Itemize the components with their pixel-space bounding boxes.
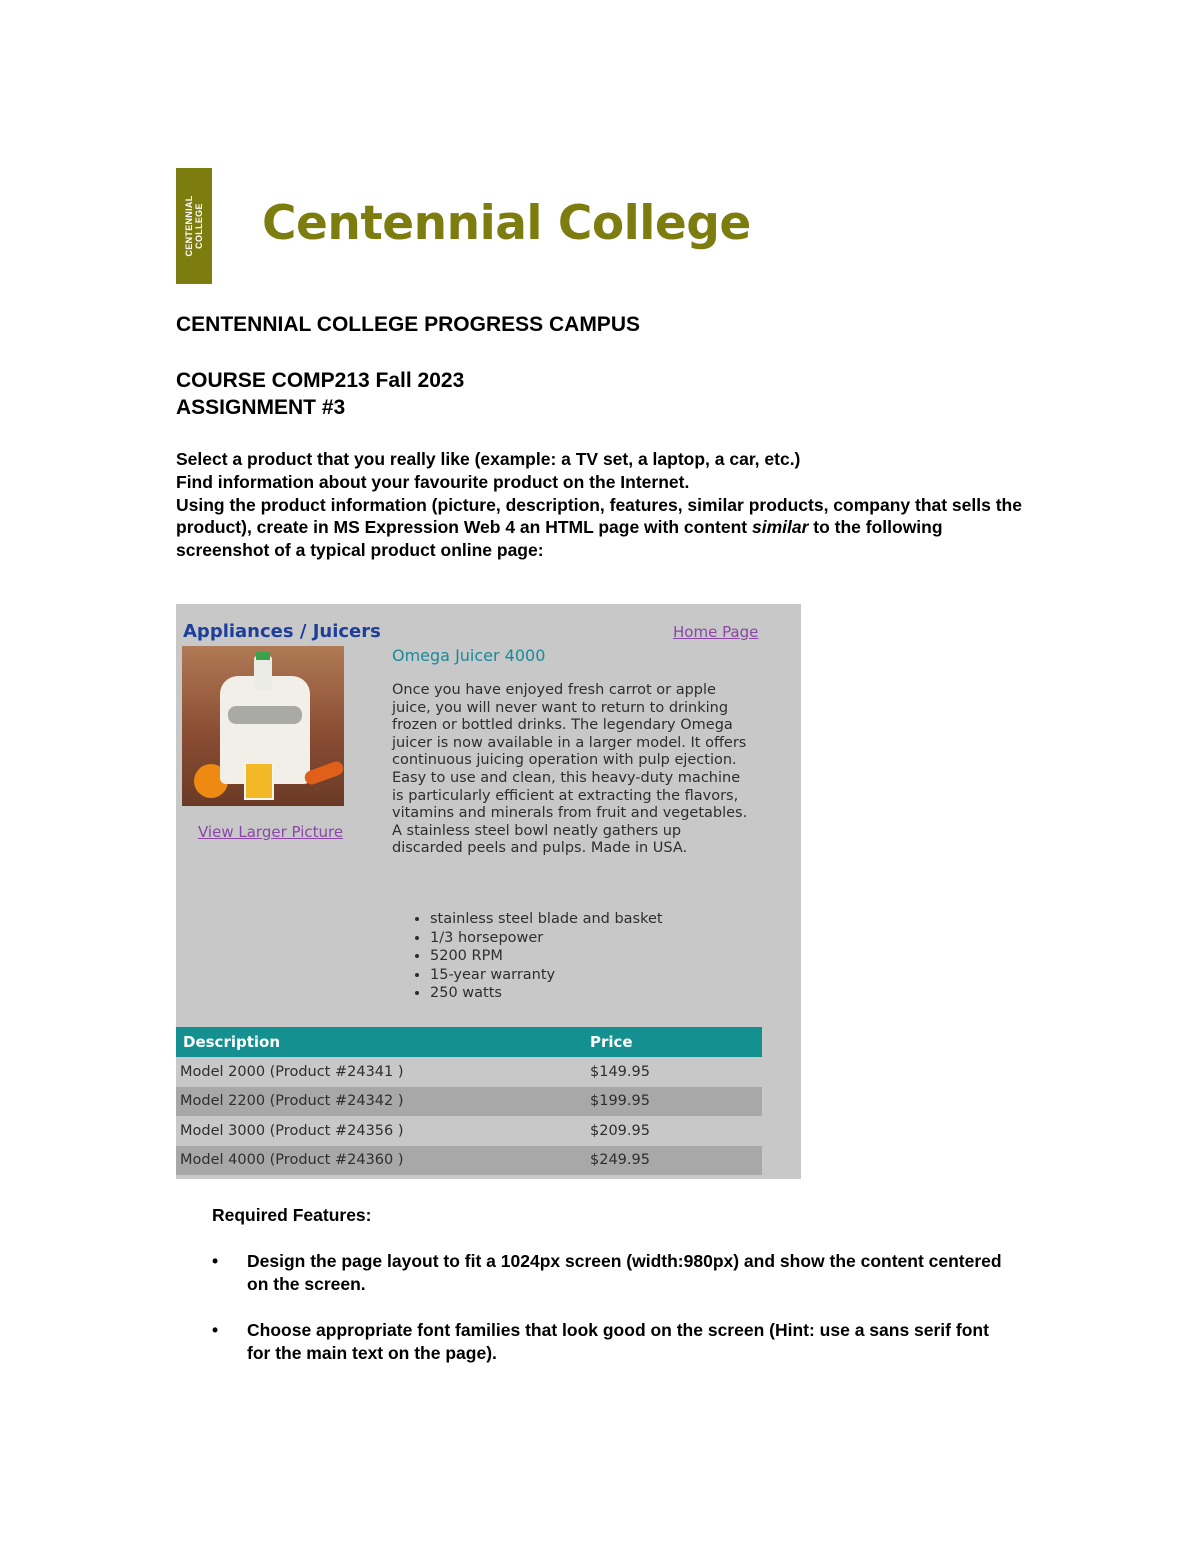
logo-vertical-text: CENTENNIAL COLLEGE <box>184 195 204 257</box>
required-feature-item: • Choose appropriate font families that look good on the screen (Hint: use a sans serif font for the main text on the page). <box>212 1319 1012 1365</box>
price-header: Price <box>580 1027 762 1057</box>
model-cell: Model 2000 (Product #24341 ) <box>180 1063 404 1080</box>
course-heading <box>176 367 464 421</box>
model-cell: Model 4000 (Product #24360 ) <box>176 1146 580 1176</box>
price-table <box>176 1027 762 1175</box>
assignment-title: ASSIGNMENT #3 <box>176 396 346 419</box>
required-features-list <box>212 1250 1012 1388</box>
course-title: COURSE COMP213 Fall 2023 <box>176 369 465 392</box>
product-page-screenshot <box>176 604 801 1179</box>
table-header-row <box>176 1027 762 1057</box>
feature-item: • 250 watts <box>430 984 663 1003</box>
instruction-line-1: Select a product that you really like (example: a TV set, a laptop, a car, etc.) <box>176 449 801 469</box>
feature-item: • 1/3 horsepower <box>430 929 663 948</box>
similar-emphasis: similar <box>751 517 809 538</box>
home-page-link[interactable]: Home Page <box>673 623 759 641</box>
price-cell: $199.95 <box>580 1087 762 1117</box>
feature-item: • 5200 RPM <box>430 947 663 966</box>
table-row <box>176 1146 762 1176</box>
instructions <box>176 448 1036 562</box>
price-cell: $209.95 <box>590 1122 650 1139</box>
product-name: Omega Juicer 4000 <box>392 646 546 665</box>
juice-glass <box>244 764 274 800</box>
instruction-line-3: Using the product information (picture, description, features, similar products, company that sells the product), create in MS Expression Web 4 an HTML page with content similar to the following screenshot of a typical product online page: <box>176 494 1022 561</box>
description-header: Description <box>176 1027 580 1057</box>
required-features-title: Required Features: <box>212 1205 372 1225</box>
model-cell: Model 2200 (Product #24342 ) <box>176 1087 580 1117</box>
price-cell: $149.95 <box>590 1063 650 1080</box>
required-feature-item: • Design the page layout to fit a 1024px screen (width:980px) and show the content centered on the screen. <box>212 1250 1012 1296</box>
instruction-line-2: Find information about your favourite product on the Internet. <box>176 471 690 492</box>
feature-item: • 15-year warranty <box>430 966 663 985</box>
table-row <box>176 1087 762 1117</box>
view-larger-picture-link[interactable]: View Larger Picture <box>198 823 344 841</box>
price-cell: $249.95 <box>580 1146 762 1176</box>
feature-list <box>414 910 663 1003</box>
breadcrumb: Appliances / Juicers <box>183 621 381 642</box>
model-cell: Model 3000 (Product #24356 ) <box>180 1122 404 1139</box>
feature-item: • stainless steel blade and basket <box>430 910 663 929</box>
college-wordmark: Centennial College <box>262 196 751 251</box>
campus-heading: CENTENNIAL COLLEGE PROGRESS CAMPUS <box>176 313 640 336</box>
table-row <box>176 1057 762 1087</box>
product-description: Once you have enjoyed fresh carrot or apple juice, you will never want to return to drinking frozen or bottled drinks. The legendary Omega juicer is now available in a larger model. It offers continuous juicing operation with pulp ejection. Easy to use and clean, this heavy-duty machine is particularly efficient at extracting the flavors, vitamins and minerals from fruit and vegetables. A stainless steel bowl neatly gathers up discarded peels and pulps. Made in USA. <box>392 682 748 857</box>
college-logo-bar <box>176 168 212 284</box>
table-row <box>176 1116 762 1146</box>
juicer-photo <box>182 646 344 806</box>
